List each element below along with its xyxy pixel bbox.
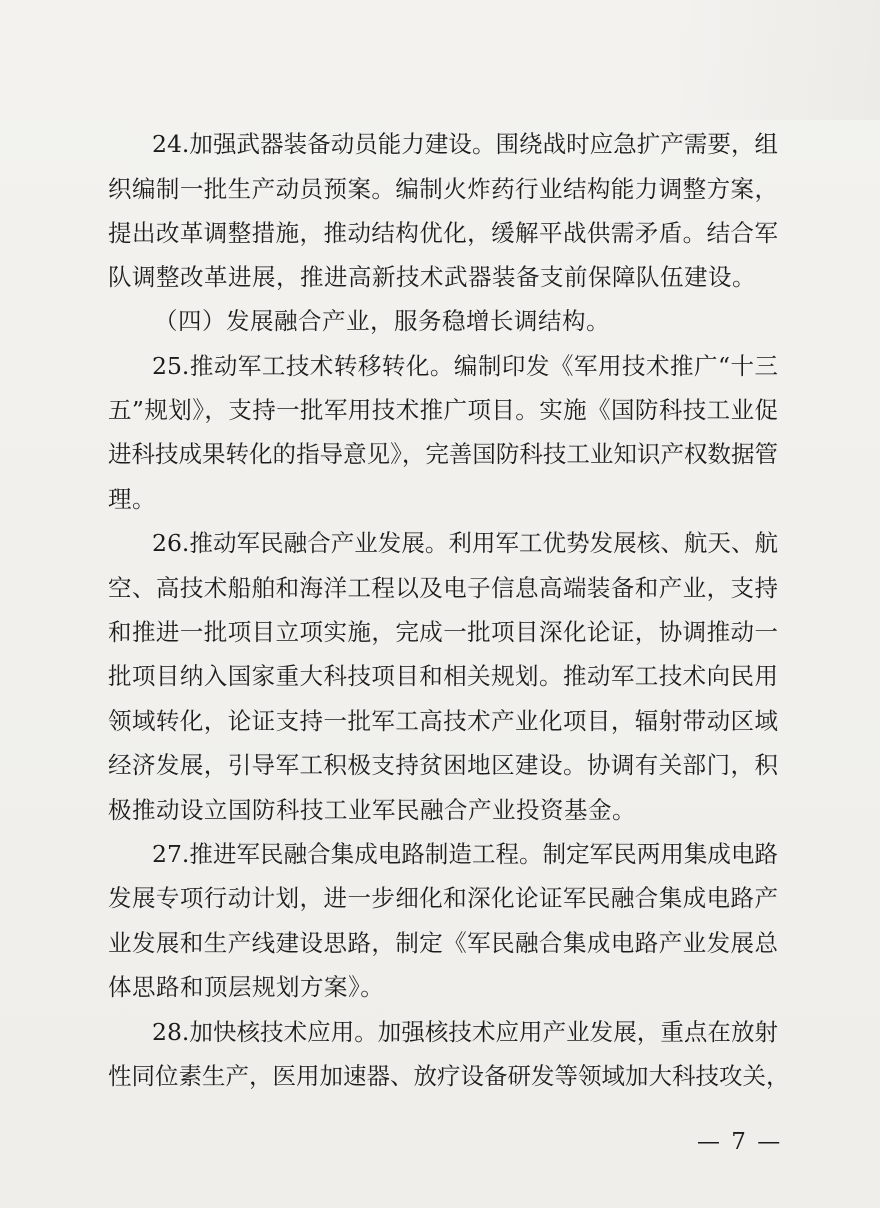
paragraph-27-line-2: 发展专项行动计划，进一步细化和深化论证军民融合集成电路产 (108, 884, 778, 912)
paragraph-28-line-2: 性同位素生产，医用加速器、放疗设备研发等领域加大科技攻关， (108, 1062, 790, 1090)
paragraph-27-line-1: 27.推进军民融合集成电路制造工程。制定军民两用集成电路 (152, 840, 778, 868)
paragraph-24-line-1: 24.加强武器装备动员能力建设。围绕战时应急扩产需要，组 (152, 130, 778, 158)
paragraph-25-line-4: 理。 (108, 485, 156, 513)
paragraph-26-line-6: 经济发展，引导军工积极支持贫困地区建设。协调有关部门，积 (108, 751, 778, 779)
paragraph-24-line-3: 提出改革调整措施，推动结构优化，缓解平战供需矛盾。结合军 (108, 219, 778, 247)
paragraph-26-line-1: 26.推动军民融合产业发展。利用军工优势发展核、航天、航 (152, 529, 778, 557)
paragraph-25-line-1: 25.推动军工技术转移转化。编制印发《军用技术推广“十三 (152, 352, 778, 380)
paragraph-24-line-2: 织编制一批生产动员预案。编制火炸药行业结构能力调整方案， (108, 175, 778, 203)
paragraph-28-line-1: 28.加快核技术应用。加强核技术应用产业发展，重点在放射 (152, 1018, 778, 1046)
paragraph-24-line-4: 队调整改革进展，推进高新技术武器装备支前保障队伍建设。 (108, 263, 756, 291)
paragraph-26-line-7: 极推动设立国防科技工业军民融合产业投资基金。 (108, 796, 636, 824)
page-edge-shadow (670, 0, 880, 120)
paragraph-27-line-3: 业发展和生产线建设思路，制定《军民融合集成电路产业发展总 (108, 929, 778, 957)
paragraph-27-line-4: 体思路和顶层规划方案》。 (108, 973, 385, 1001)
paragraph-26-line-5: 领域转化，论证支持一批军工高技术产业化项目，辐射带动区域 (108, 707, 778, 735)
paragraph-25-line-3: 进科技成果转化的指导意见》，完善国防科技工业知识产权数据管 (108, 440, 778, 468)
paragraph-26-line-2: 空、高技术船舶和海洋工程以及电子信息高端装备和产业，支持 (108, 574, 778, 602)
paragraph-26-line-3: 和推进一批项目立项实施，完成一批项目深化论证，协调推动一 (108, 618, 778, 646)
section-heading-4: （四）发展融合产业，服务稳增长调结构。 (154, 307, 610, 335)
paragraph-26-line-4: 批项目纳入国家重大科技项目和相关规划。推动军工技术向民用 (108, 662, 778, 690)
page-number: — 7 — (697, 1129, 783, 1155)
paragraph-25-line-2: 五”规划》，支持一批军用技术推广项目。实施《国防科技工业促 (108, 396, 778, 424)
